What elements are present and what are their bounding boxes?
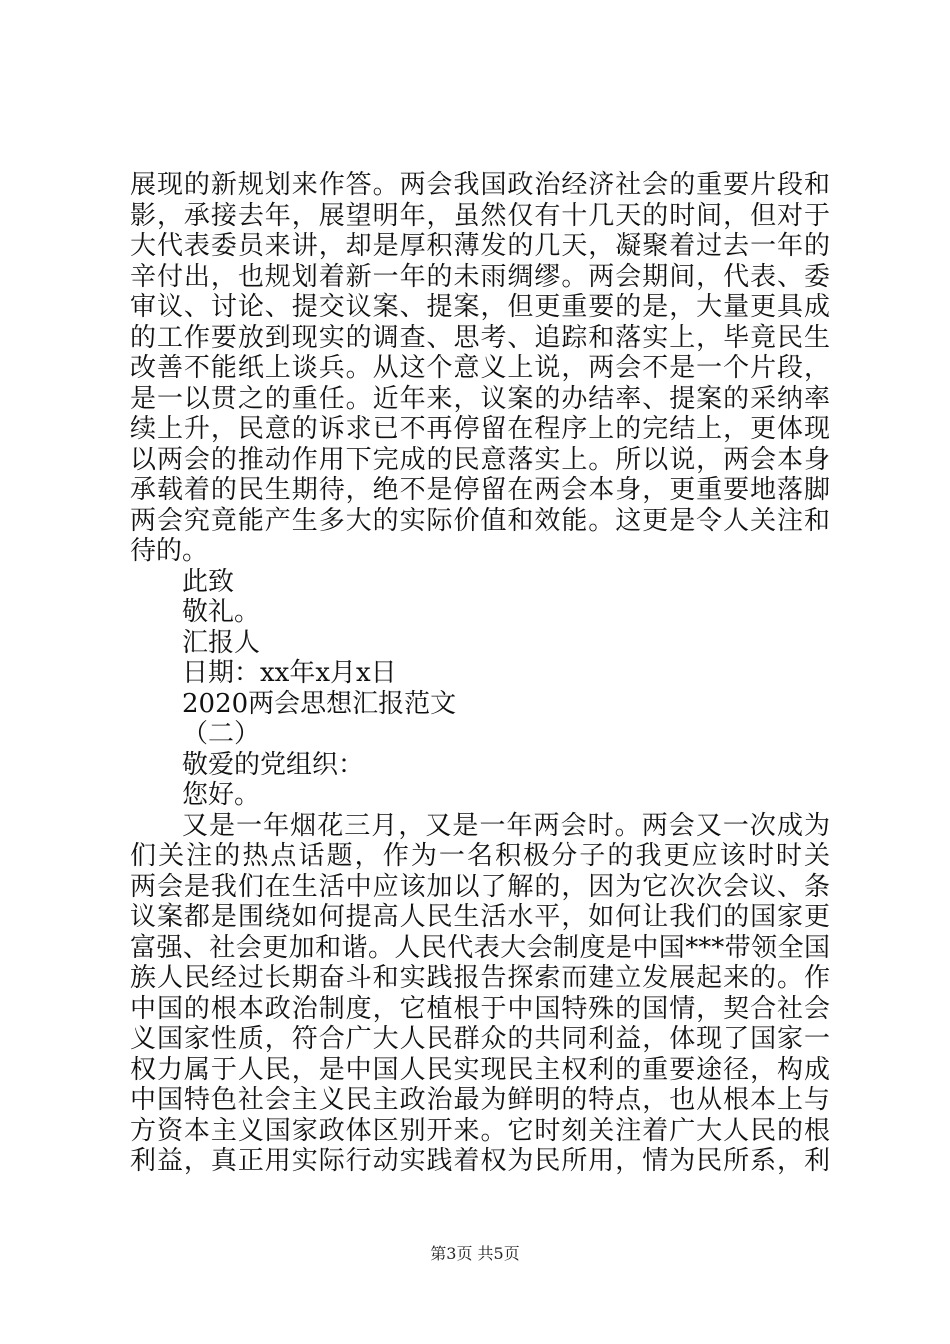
text-line: 族人民经过长期奋斗和实践报告探索而建立发展起来的。作 xyxy=(130,963,830,993)
paragraph-2 xyxy=(130,811,830,1177)
text-line: 权力属于人民，是中国人民实现民主权利的重要途径，构成 xyxy=(130,1054,830,1085)
salute-line: 敬礼。 xyxy=(182,597,261,627)
text-line: 的工作要放到现实的调查、思考、追踪和落实上，毕竟民生 xyxy=(130,322,830,353)
text-line: 中国的根本政治制度，它植根于中国特殊的国情，契合社会 xyxy=(130,993,830,1024)
text-line: 大代表委员来讲，却是厚积薄发的几天，凝聚着过去一年的 xyxy=(130,231,830,261)
text-line: 承载着的民生期待，绝不是停留在两会本身，更重要地落脚 xyxy=(130,475,830,505)
text-line: 展现的新规划来作答。两会我国政治经济社会的重要片段和 xyxy=(130,170,830,200)
date-line: 日期：xx年x月x日 xyxy=(182,658,397,688)
reporter-line: 汇报人 xyxy=(182,627,261,658)
closing-line: 此致 xyxy=(182,566,235,597)
text-line: 审议、讨论、提交议案、提案，但更重要的是，大量更具成 xyxy=(130,292,830,322)
page-footer: 第3页 共5页 xyxy=(430,1244,520,1263)
text-line: 方资本主义国家政体区别开来。它时刻关注着广大人民的根 xyxy=(130,1115,830,1146)
text-line: 富强、社会更加和谐。人民代表大会制度是中国***带领全国 xyxy=(130,932,830,963)
text-line: 利益，真正用实际行动实践着权为民所用，情为民所系，利 xyxy=(130,1146,830,1176)
paragraph-1 xyxy=(130,170,830,567)
text-line: 辛付出，也规划着新一年的未雨绸缪。两会期间，代表、委 xyxy=(130,261,830,292)
text-line: 待的。 xyxy=(130,536,209,566)
text-line: 两会是我们在生活中应该加以了解的，因为它次次会议、条 xyxy=(130,871,830,902)
text-line: 续上升，民意的诉求已不再停留在程序上的完结上，更体现 xyxy=(130,414,830,444)
text-line: 们关注的热点话题，作为一名积极分子的我更应该时时关 xyxy=(130,841,830,871)
section-subtitle: （二） xyxy=(182,719,261,749)
document-body xyxy=(130,170,830,1177)
text-line: 是一以贯之的重任。近年来，议案的办结率、提案的采纳率 xyxy=(130,383,830,414)
hello-line: 您好。 xyxy=(182,780,261,810)
text-line: 义国家性质，符合广大人民群众的共同利益，体现了国家一 xyxy=(130,1024,830,1054)
text-line: 以两会的推动作用下完成的民意落实上。所以说，两会本身 xyxy=(130,444,830,475)
section-title: 2020两会思想汇报范文 xyxy=(182,688,457,719)
greeting-line: 敬爱的党组织： xyxy=(182,749,365,780)
text-line: 又是一年烟花三月，又是一年两会时。两会又一次成为 xyxy=(182,810,830,841)
text-line: 两会究竟能产生多大的实际价值和效能。这更是令人关注和 xyxy=(130,505,830,536)
text-line: 中国特色社会主义民主政治最为鲜明的特点，也从根本上与 xyxy=(130,1085,830,1115)
text-line: 改善不能纸上谈兵。从这个意义上说，两会不是一个片段， xyxy=(130,353,830,383)
text-line: 议案都是围绕如何提高人民生活水平，如何让我们的国家更 xyxy=(130,902,830,932)
text-line: 影，承接去年，展望明年，虽然仅有十几天的时间，但对于 xyxy=(130,200,830,231)
